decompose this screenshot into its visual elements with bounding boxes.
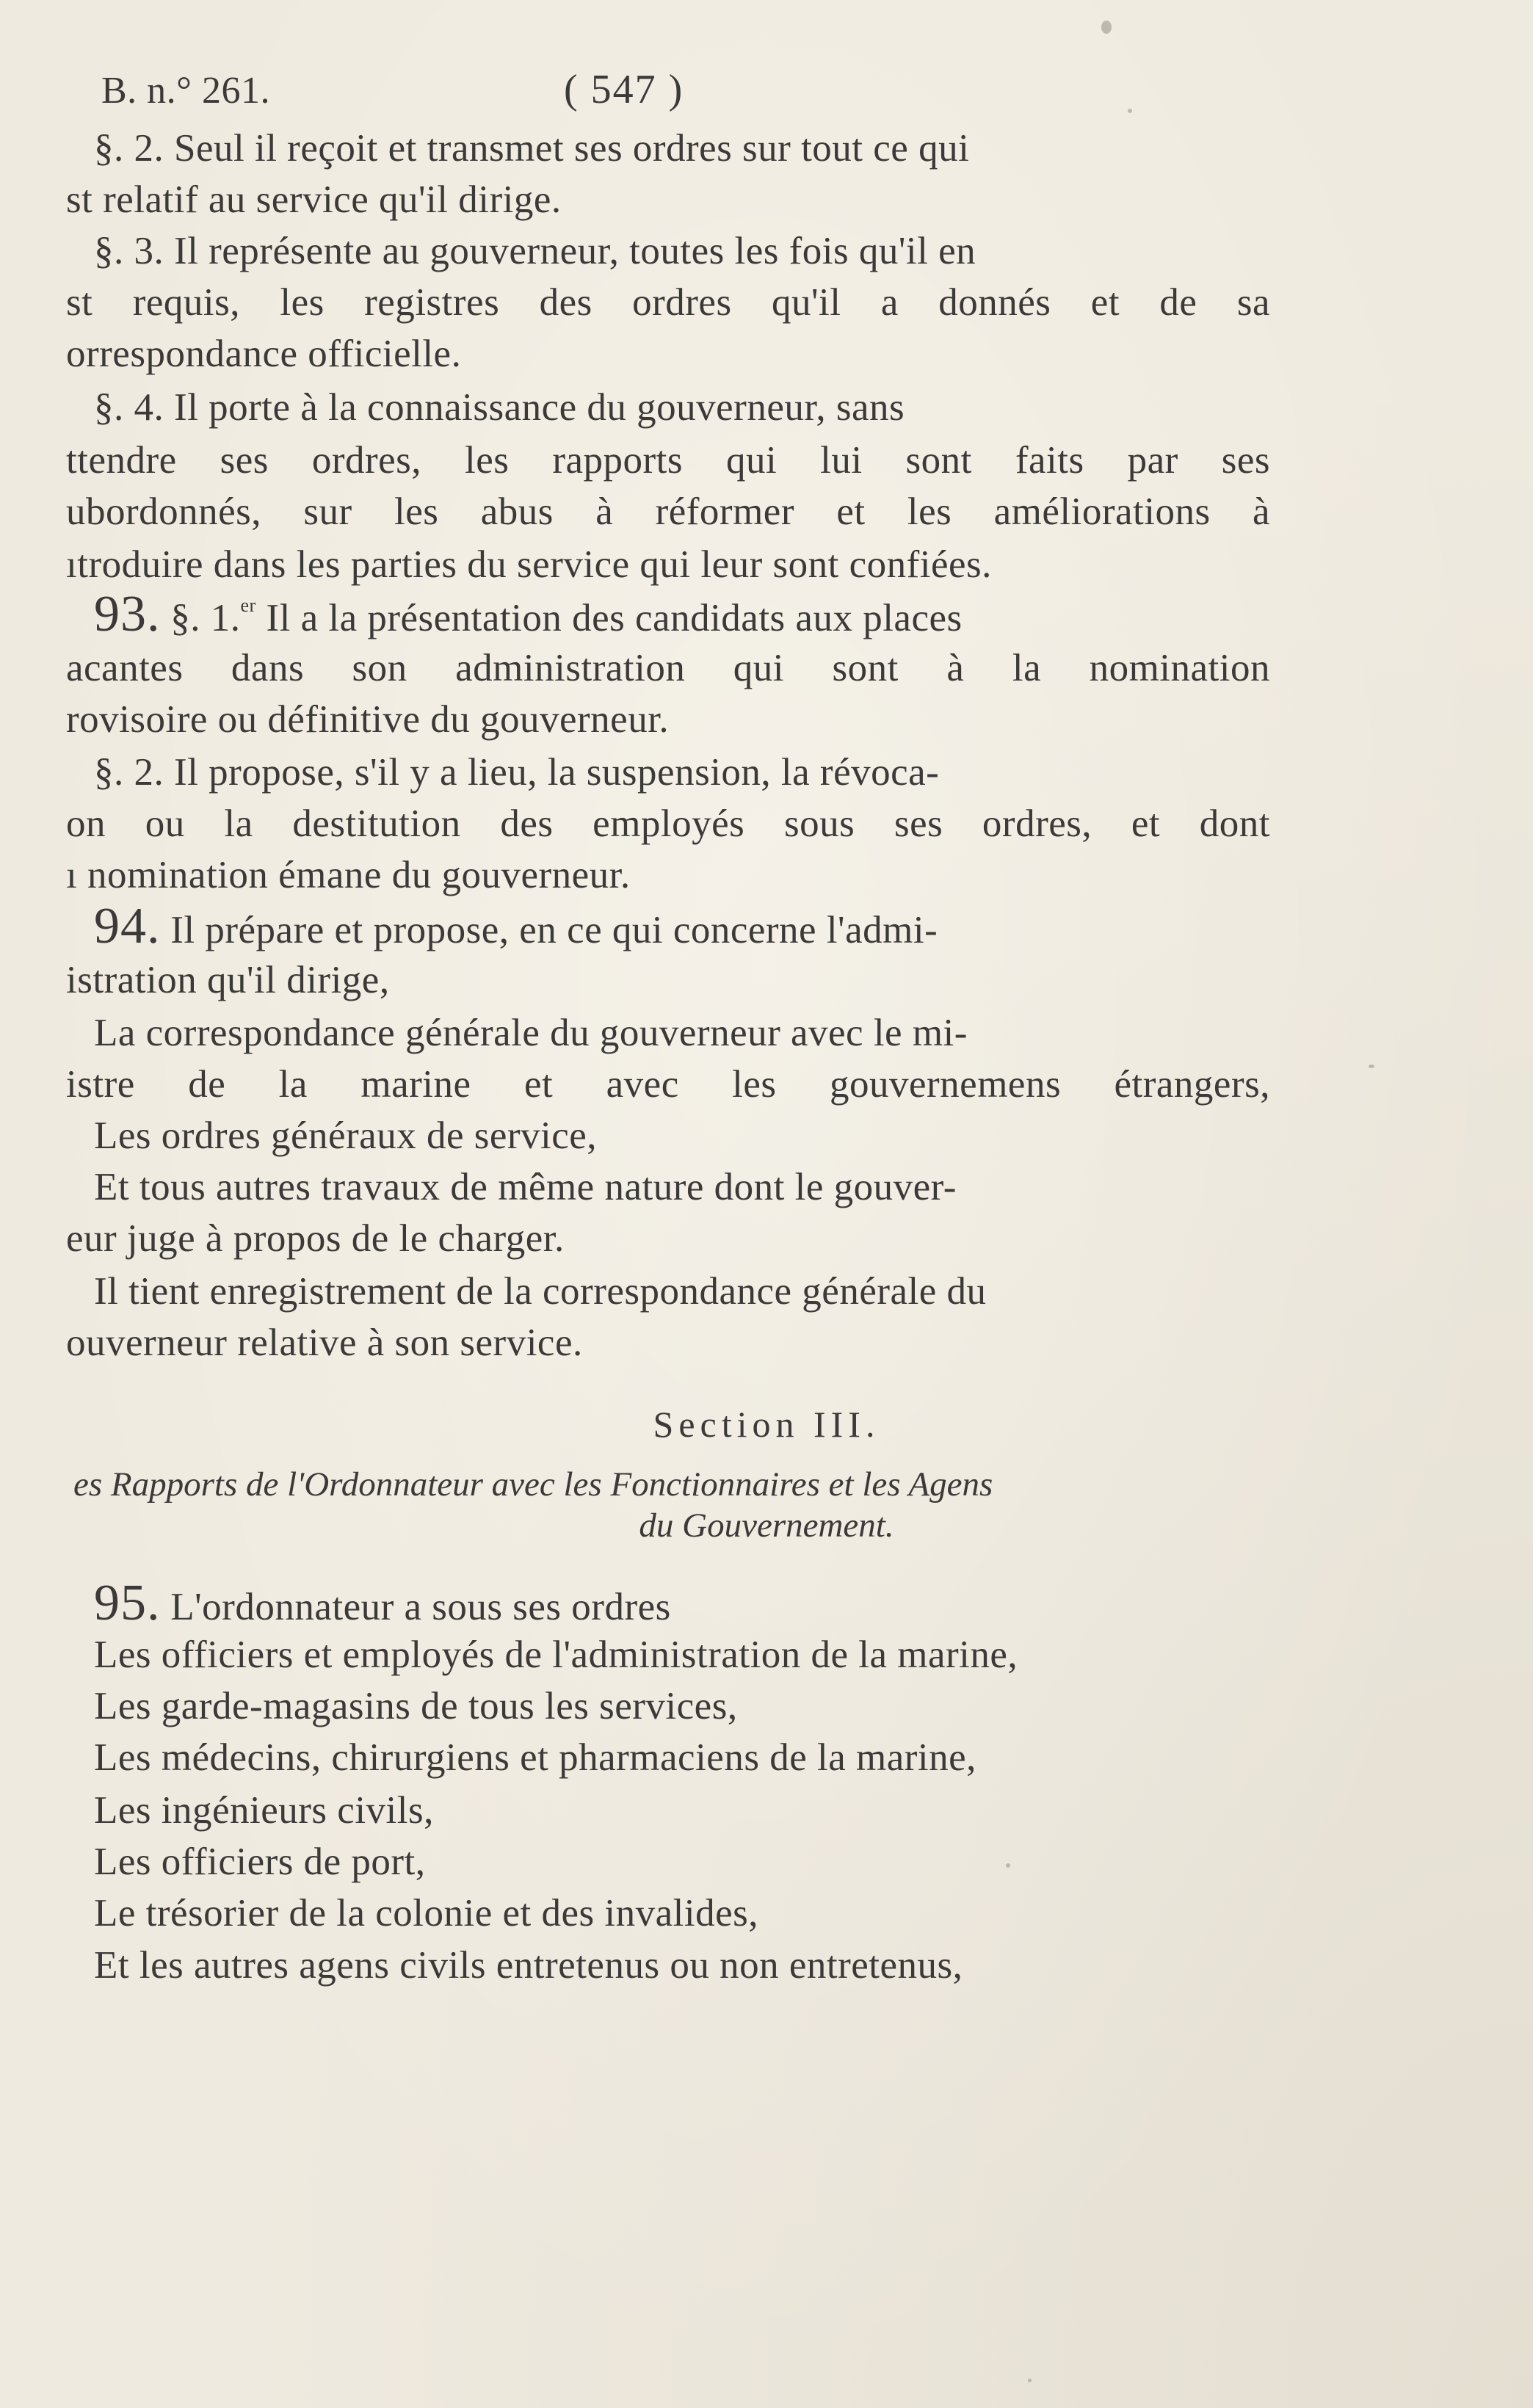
section-subtitle: du Gouvernement. [639, 1506, 894, 1545]
paper-speck [1028, 2379, 1032, 2382]
text-line: ouverneur relative à son service. [66, 1321, 583, 1364]
text-line: istre de la marine et avec les gouvernemens étrangers, [66, 1063, 1270, 1106]
section-subtitle: es Rapports de l'Ordonnateur avec les Fonctionnaires et les Agens [73, 1465, 993, 1504]
text-line: rovisoire ou définitive du gouverneur. [66, 698, 670, 741]
text-line: eur juge à propos de le charger. [66, 1217, 565, 1260]
article-95-line [94, 1575, 671, 1631]
text-run: L'ordonnateur a sous ses ordres [170, 1586, 671, 1628]
list-item: Et les autres agens civils entretenus ou non entretenus, [94, 1944, 963, 1987]
article-93-line [94, 586, 1270, 642]
list-item: Les officiers de port, [94, 1841, 426, 1883]
bulletin-number: B. n.° 261. [101, 70, 270, 112]
text-line: La correspondance générale du gouverneur avec le mi- [94, 1012, 968, 1054]
article-number: 95. [94, 1575, 161, 1631]
text-line: acantes dans son administration qui sont à la nomination [66, 647, 1270, 689]
text-line: ı nomination émane du gouverneur. [66, 854, 631, 896]
paper-speck [1128, 109, 1132, 113]
paragraph-marker: §. 3. [94, 230, 164, 272]
article-number: 93. [94, 586, 161, 642]
text-line: Et tous autres travaux de même nature dont le gouver- [94, 1166, 957, 1208]
text-line: istration qu'il dirige, [66, 959, 390, 1001]
article-94-line [94, 898, 1270, 954]
text-line: Il tient enregistrement de la correspondance générale du [94, 1270, 987, 1313]
list-item: Le trésorier de la colonie et des invalides, [94, 1892, 758, 1934]
text-line: st requis, les registres des ordres qu'il a donnés et de sa [66, 281, 1270, 324]
para-s2-line [94, 125, 1270, 172]
article-number: 94. [94, 898, 161, 954]
text-run: Il porte à la connaissance du gouverneur, sans [174, 386, 905, 429]
text-run: Il prépare et propose, en ce qui concerne l'admi- [170, 909, 938, 951]
paragraph-marker: §. 4. [94, 386, 164, 429]
paragraph-marker: §. 2. [94, 127, 164, 170]
paper-speck [1101, 21, 1112, 34]
text-line: ıtroduire dans les parties du service qui leur sont confiées. [66, 543, 992, 586]
list-item: Les garde-magasins de tous les services, [94, 1685, 738, 1727]
text-run: Il représente au gouverneur, toutes les fois qu'il en [174, 230, 976, 272]
para-s4-line [94, 384, 1270, 431]
list-item: Les officiers et employés de l'administration de la marine, [94, 1633, 1018, 1676]
text-line: ttendre ses ordres, les rapports qui lui sont faits par ses [66, 439, 1270, 482]
para-s3-line [94, 228, 1270, 275]
text-line: st relatif au service qu'il dirige. [66, 178, 562, 221]
text-run: Seul il reçoit et transmet ses ordres sur tout ce qui [174, 127, 970, 170]
text-line: ubordonnés, sur les abus à réformer et les améliorations à [66, 490, 1270, 533]
paragraph-marker: §. 1. [170, 597, 241, 639]
text-line: on ou la destitution des employés sous ses ordres, et dont [66, 802, 1270, 845]
section-title: Section III. [653, 1404, 880, 1445]
paper-speck [1369, 1065, 1374, 1068]
text-line: §. 2. Il propose, s'il y a lieu, la suspension, la révoca- [94, 751, 940, 794]
list-item: Les médecins, chirurgiens et pharmaciens de la marine, [94, 1736, 976, 1779]
paper-speck [1006, 1863, 1010, 1868]
list-item: Les ingénieurs civils, [94, 1789, 434, 1832]
text-line: orrespondance officielle. [66, 333, 462, 375]
superscript: er [240, 595, 256, 616]
text-run: Il a la présentation des candidats aux places [266, 597, 963, 639]
text-line: Les ordres généraux de service, [94, 1114, 598, 1157]
page-number: ( 547 ) [564, 67, 684, 112]
